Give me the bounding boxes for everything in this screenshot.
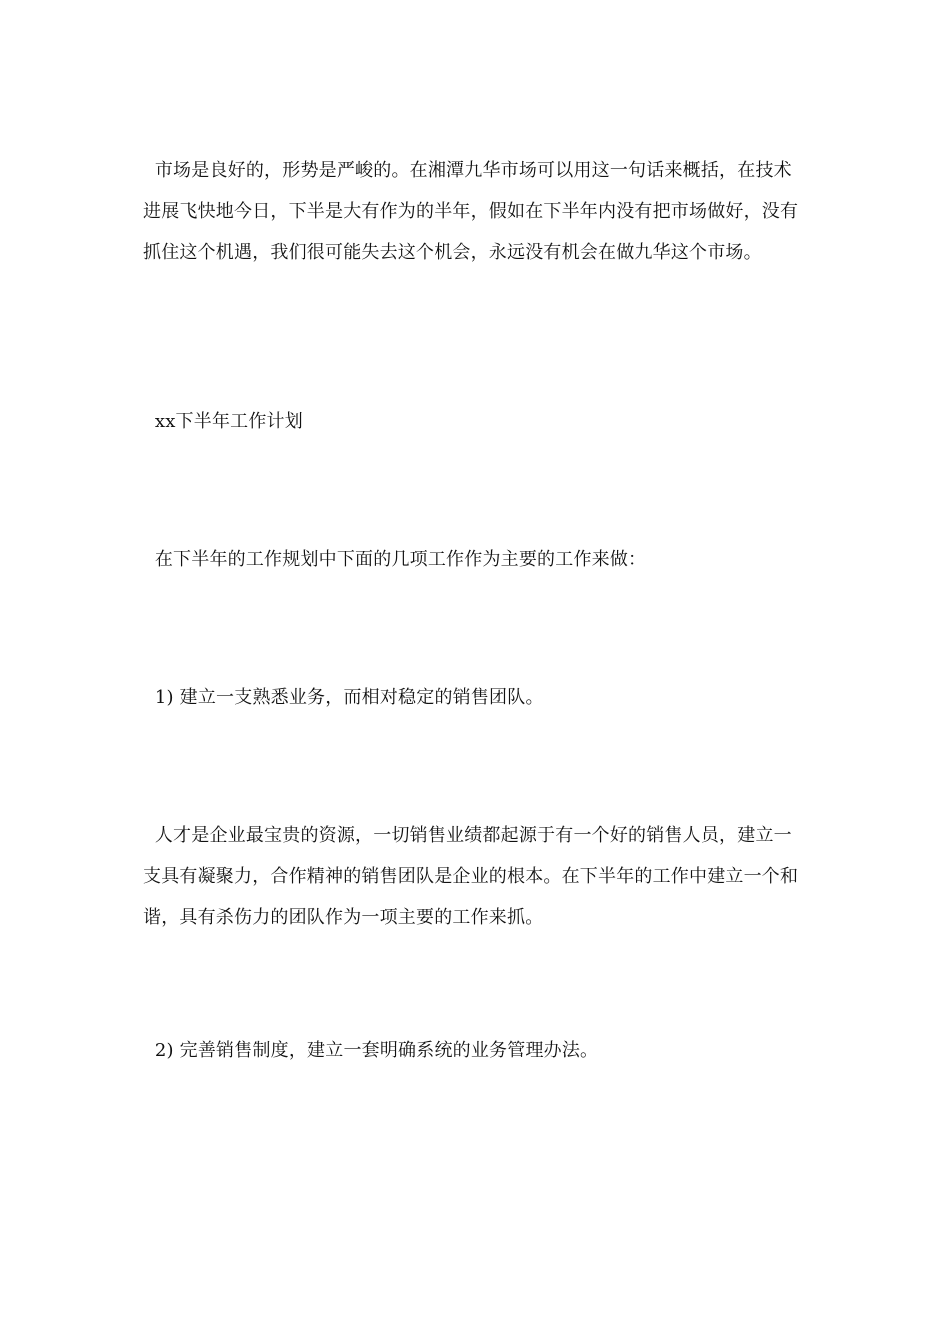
section-heading: xx下半年工作计划 [143, 411, 303, 432]
paragraph-market: 市场是良好的，形势是严峻的。在湘潭九华市场可以用这一句话来概括，在技术进展飞快地今日，下半是大有作为的半年，假如在下半年内没有把市场做好，没有抓住这个机遇，我们很可能失去这个机会，永远没有机会在做九华这个市场。 [143, 160, 799, 263]
paragraph-team: 人才是企业最宝贵的资源，一切销售业绩都起源于有一个好的销售人员，建立一支具有凝聚力，合作精神的销售团队是企业的根本。在下半年的工作中建立一个和谐，具有杀伤力的团队作为一项主要的工作来抓。 [143, 825, 799, 928]
list-item-1: 1) 建立一支熟悉业务，而相对稳定的销售团队。 [143, 687, 544, 708]
list-item-2: 2) 完善销售制度，建立一套明确系统的业务管理办法。 [143, 1040, 599, 1061]
paragraph-intro: 在下半年的工作规划中下面的几项工作作为主要的工作来做： [143, 549, 647, 570]
